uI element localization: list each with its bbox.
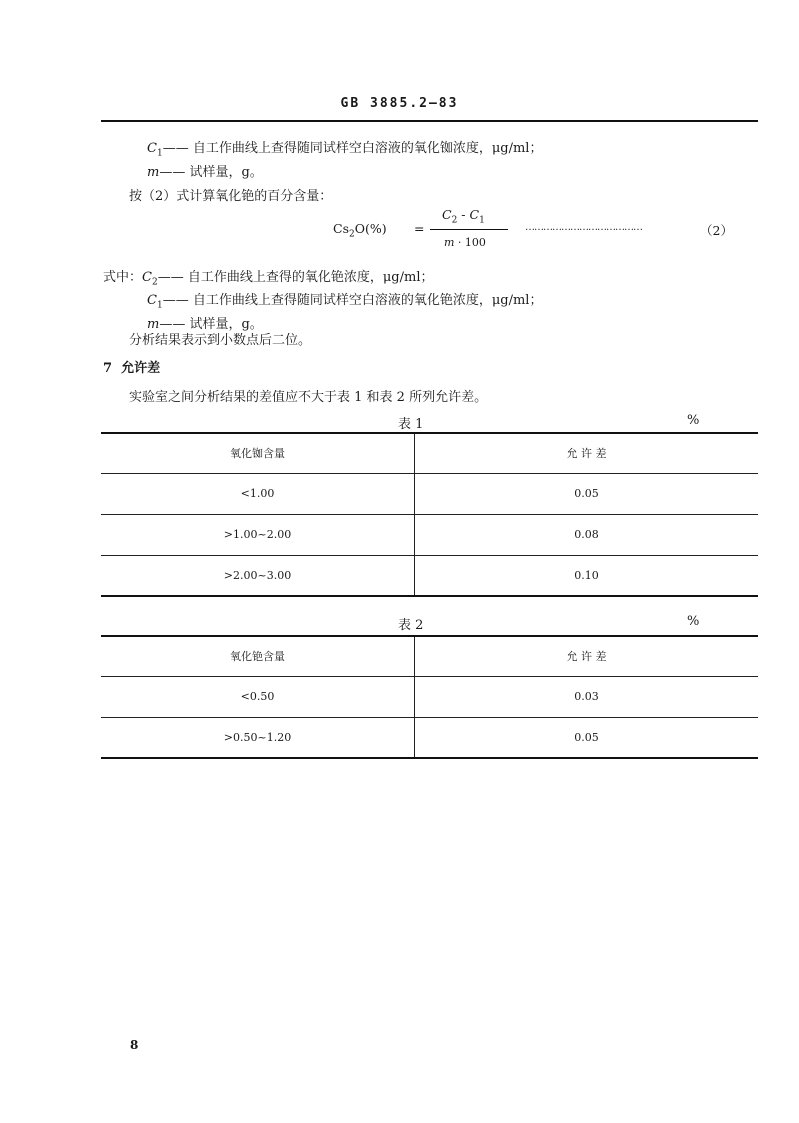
table-header-cell: 允 许 差 bbox=[415, 636, 759, 676]
formula-equals: = bbox=[414, 221, 425, 236]
table-cell: 0.05 bbox=[415, 473, 759, 514]
table-cell: 0.08 bbox=[415, 514, 759, 555]
definition-c2 bbox=[103, 266, 433, 288]
table-cell: >1.00~2.00 bbox=[101, 514, 415, 555]
table1 bbox=[101, 432, 758, 597]
denominator-m: m bbox=[444, 236, 455, 249]
table-row bbox=[101, 473, 758, 514]
section-body: 实验室之间分析结果的差值应不大于表 1 和表 2 所列允许差。 bbox=[129, 390, 488, 405]
definition-c1-rubidium bbox=[147, 137, 542, 159]
definition-text: —— 自工作曲线上查得随同试样空白溶液的氧化铯浓度，μg/ml； bbox=[162, 293, 543, 308]
numerator-minus: - bbox=[457, 207, 470, 222]
subscript-1: 1 bbox=[156, 148, 163, 159]
table-header-row bbox=[101, 433, 758, 473]
page-number: 8 bbox=[130, 1038, 139, 1052]
table1-caption: 表 1 bbox=[398, 417, 424, 432]
table2 bbox=[101, 635, 758, 759]
table-row bbox=[101, 555, 758, 596]
symbol-c1: C bbox=[147, 293, 157, 308]
numerator-c2: C bbox=[442, 207, 452, 222]
definition-c1-cesium bbox=[147, 289, 542, 311]
table-cell: >0.50~1.20 bbox=[101, 717, 415, 758]
table-header-cell: 氧化铯含量 bbox=[101, 636, 415, 676]
definition-text: —— 试样量，g。 bbox=[159, 165, 263, 180]
header-rule bbox=[101, 120, 758, 122]
formula-cs: Cs bbox=[333, 221, 349, 236]
table-row bbox=[101, 514, 758, 555]
numerator-c1: C bbox=[469, 207, 480, 222]
section-number: 7 bbox=[103, 361, 113, 376]
formula-subscript: 2 bbox=[348, 229, 355, 240]
section-title: 允许差 bbox=[121, 361, 161, 376]
numerator-subscript-2: 2 bbox=[451, 215, 458, 226]
definition-m bbox=[147, 161, 263, 180]
formula-intro: 按（2）式计算氧化铯的百分含量： bbox=[129, 189, 333, 204]
where-label: 式中： bbox=[103, 270, 143, 285]
table-cell: 0.10 bbox=[415, 555, 759, 596]
table2-unit: % bbox=[687, 614, 700, 629]
table-cell: >2.00~3.00 bbox=[101, 555, 415, 596]
formula-lhs-rest: O(%) bbox=[354, 221, 387, 236]
equation-number: （2） bbox=[700, 223, 733, 238]
table-cell: <1.00 bbox=[101, 473, 415, 514]
dot-leader: ………………………………… bbox=[525, 222, 642, 233]
table-header-cell: 氧化铷含量 bbox=[101, 433, 415, 473]
result-precision-note: 分析结果表示到小数点后二位。 bbox=[129, 333, 312, 348]
symbol-m: m bbox=[147, 317, 160, 332]
symbol-c2: C bbox=[142, 270, 152, 285]
formula-lhs bbox=[333, 221, 387, 240]
symbol-c1: C bbox=[147, 141, 157, 156]
section-heading bbox=[103, 357, 160, 376]
formula-denominator bbox=[444, 236, 486, 249]
subscript-1: 1 bbox=[156, 300, 163, 311]
table-header-row bbox=[101, 636, 758, 676]
definition-text: —— 自工作曲线上查得的氧化铯浓度，μg/ml； bbox=[157, 270, 434, 285]
definition-text: —— 试样量，g。 bbox=[159, 317, 263, 332]
definition-text: —— 自工作曲线上查得随同试样空白溶液的氧化铷浓度，μg/ml； bbox=[162, 141, 543, 156]
table-row bbox=[101, 676, 758, 717]
subscript-2: 2 bbox=[151, 277, 158, 288]
table-cell: 0.03 bbox=[415, 676, 759, 717]
table-header-cell: 允 许 差 bbox=[415, 433, 759, 473]
table-cell: 0.05 bbox=[415, 717, 759, 758]
symbol-m: m bbox=[147, 165, 160, 180]
table-cell: <0.50 bbox=[101, 676, 415, 717]
running-header: GB 3885.2—83 bbox=[340, 96, 459, 111]
formula-numerator bbox=[442, 207, 485, 226]
fraction-bar bbox=[430, 229, 508, 230]
table-row bbox=[101, 717, 758, 758]
table1-unit: % bbox=[687, 413, 700, 428]
numerator-subscript-1: 1 bbox=[479, 215, 485, 226]
table2-caption: 表 2 bbox=[398, 618, 424, 633]
denominator-rest: · 100 bbox=[454, 236, 486, 249]
